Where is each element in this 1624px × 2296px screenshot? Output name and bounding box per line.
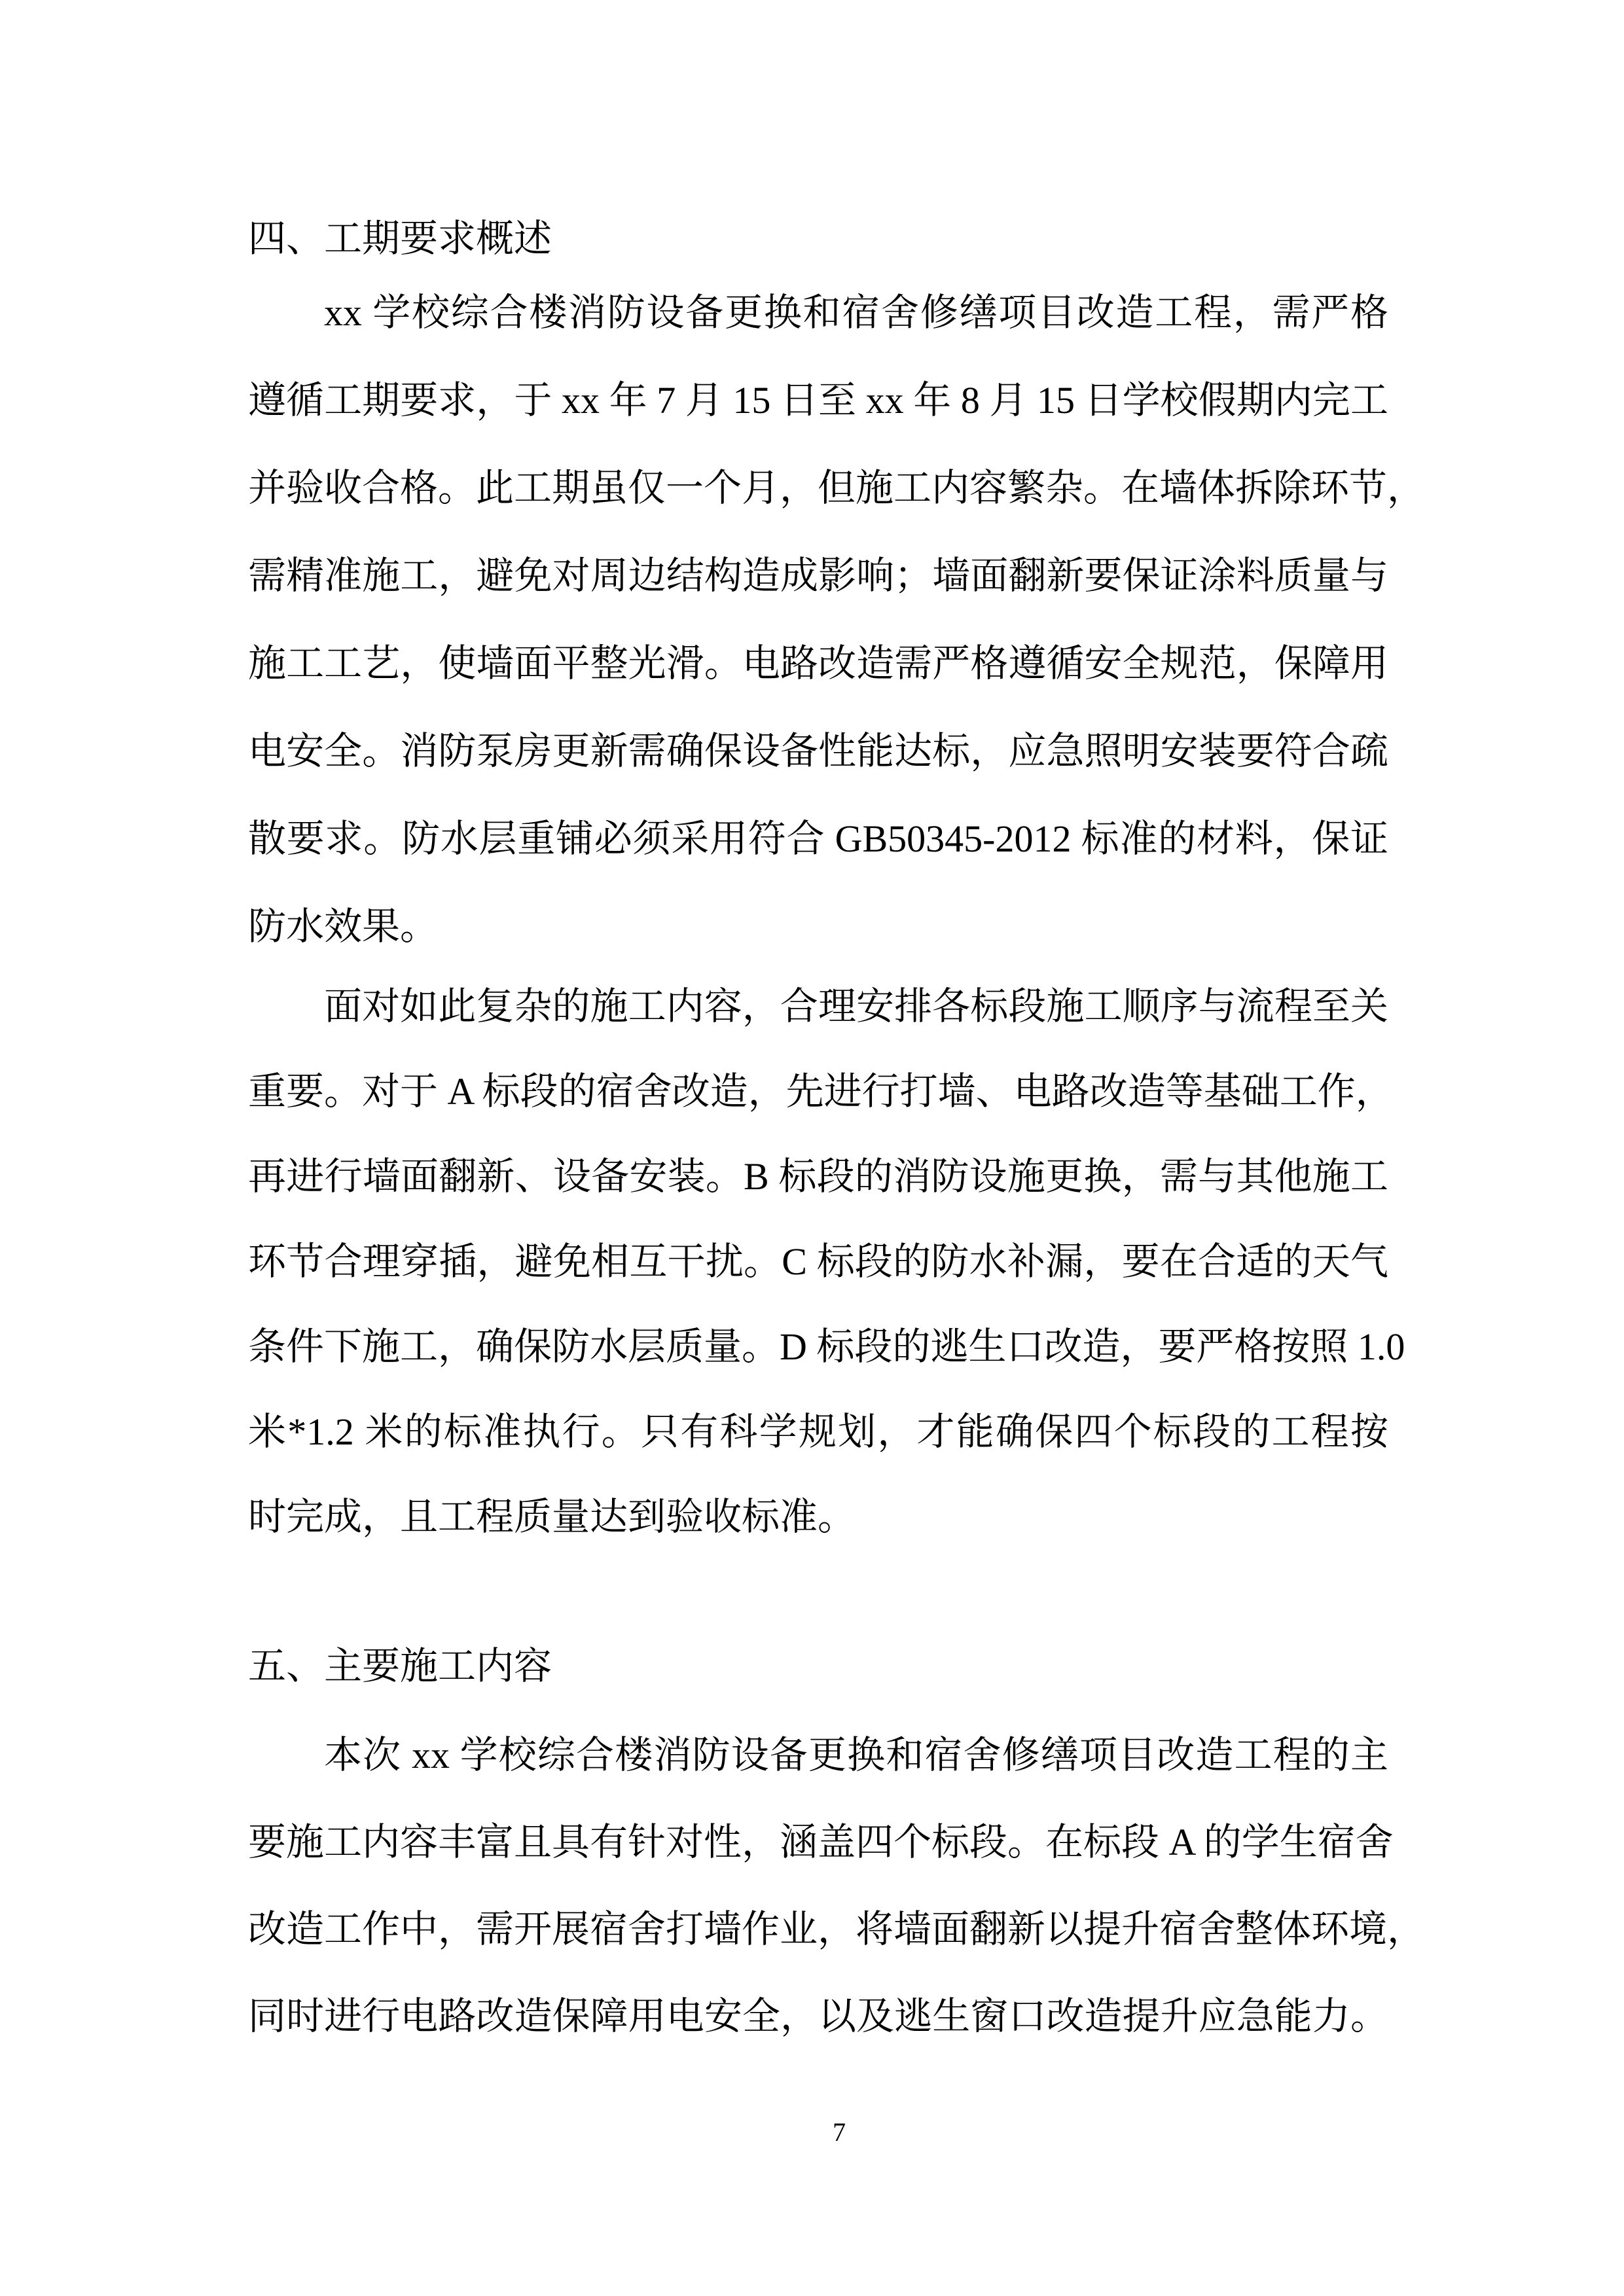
- section-heading: 四、工期要求概述: [248, 217, 552, 260]
- text-line: xx 学校综合楼消防设备更换和宿舍修缮项目改造工程，需严格: [324, 291, 1388, 334]
- text-line: 散要求。防水层重铺必须采用符合 GB50345-2012 标准的材料，保证: [248, 817, 1388, 860]
- text-line: 需精准施工，避免对周边结构造成影响；墙面翻新要保证涂料质量与: [248, 554, 1388, 597]
- text-line: 要施工内容丰富且具有针对性，涵盖四个标段。在标段 A 的学生宿舍: [248, 1821, 1394, 1863]
- text-line: 重要。对于 A 标段的宿舍改造，先进行打墙、电路改造等基础工作，: [248, 1070, 1394, 1113]
- text-line: 面对如此复杂的施工内容，合理安排各标段施工顺序与流程至关: [324, 985, 1388, 1028]
- text-line: 本次 xx 学校综合楼消防设备更换和宿舍修缮项目改造工程的主: [324, 1734, 1388, 1776]
- text-line: 改造工作中，需开展宿舍打墙作业，将墙面翻新以提升宿舍整体环境，: [248, 1908, 1426, 1950]
- text-line: 遵循工期要求，于 xx 年 7 月 15 日至 xx 年 8 月 15 日学校假期内完工: [248, 379, 1388, 422]
- text-line: 防水效果。: [248, 905, 439, 948]
- text-line: 时完成，且工程质量达到验收标准。: [248, 1496, 856, 1538]
- text-line: 再进行墙面翻新、设备安装。B 标段的消防设施更换，需与其他施工: [248, 1155, 1388, 1198]
- text-line: 并验收合格。此工期虽仅一个月，但施工内容繁杂。在墙体拆除环节，: [248, 467, 1426, 509]
- text-line: 环节合理穿插，避免相互干扰。C 标段的防水补漏，要在合适的天气: [248, 1240, 1388, 1283]
- text-line: 施工工艺，使墙面平整光滑。电路改造需严格遵循安全规范，保障用: [248, 642, 1388, 685]
- section-heading: 五、主要施工内容: [248, 1645, 552, 1687]
- text-line: 米*1.2 米的标准执行。只有科学规划，才能确保四个标段的工程按: [248, 1410, 1388, 1453]
- text-line: 电安全。消防泵房更新需确保设备性能达标，应急照明安装要符合疏: [248, 730, 1388, 772]
- text-line: 同时进行电路改造保障用电安全，以及逃生窗口改造提升应急能力。: [248, 1995, 1388, 2037]
- page-number: 7: [833, 2117, 846, 2147]
- text-line: 条件下施工，确保防水层质量。D 标段的逃生口改造，要严格按照 1.0: [248, 1325, 1405, 1368]
